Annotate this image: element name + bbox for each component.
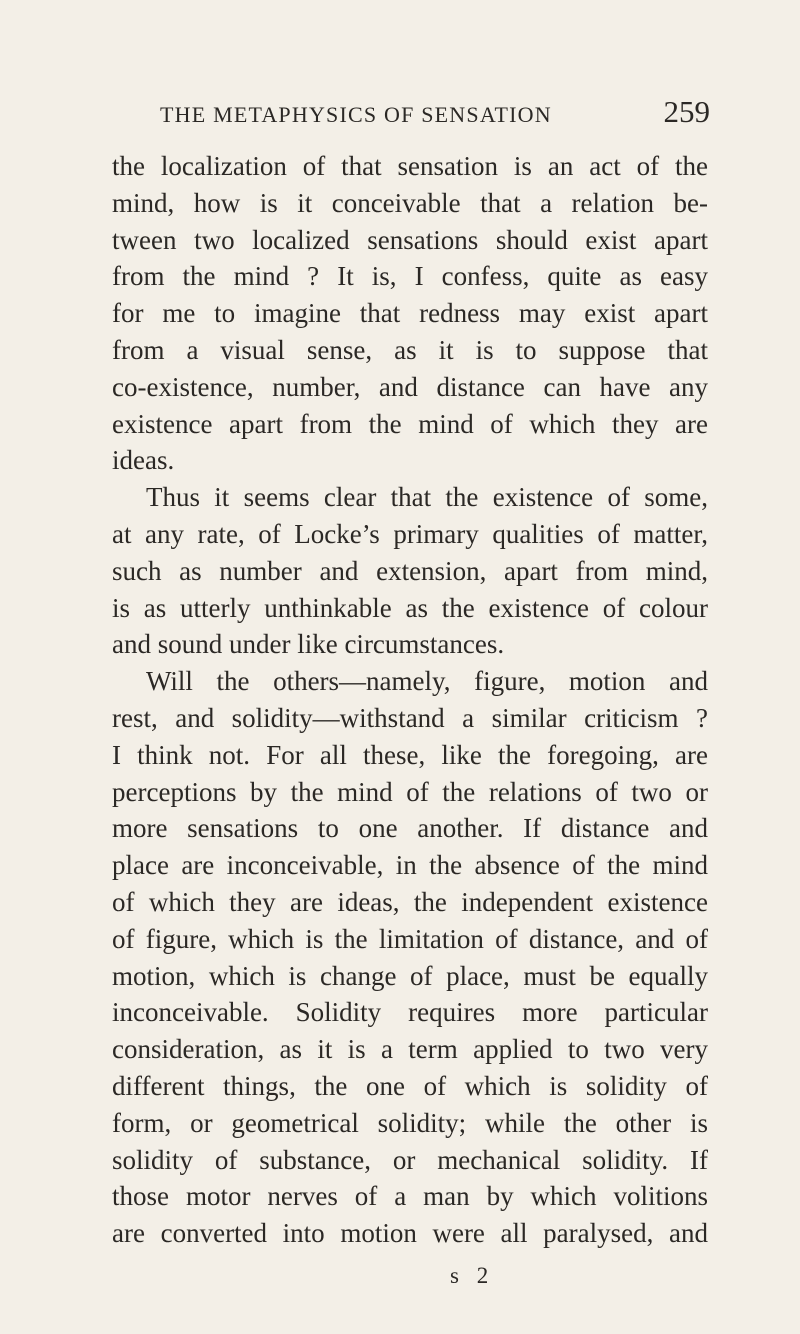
text-line: from a visual sense, as it is to suppose that: [112, 334, 708, 365]
text-line: motion, which is change of place, must be equally: [112, 960, 708, 991]
text-line: inconceivable. Solidity requires more particular: [112, 997, 708, 1028]
text-line: the localization of that sensation is an act of the: [112, 151, 708, 181]
text-line: existence apart from the mind of which they are: [112, 408, 708, 439]
text-line: and sound under like circumstances.: [112, 629, 505, 660]
page-number: 259: [663, 94, 710, 129]
running-head: [160, 94, 710, 140]
text-line: such as number and extension, apart from mind,: [112, 555, 708, 586]
text-line: Will the others—namely, figure, motion and: [146, 666, 708, 697]
text-line: tween two localized sensations should exist apart: [112, 224, 708, 255]
text-line: co-existence, number, and distance can have any: [112, 371, 708, 402]
text-line: at any rate, of Locke’s primary qualities of matter,: [112, 518, 708, 549]
text-line: those motor nerves of a man by which volitions: [112, 1181, 708, 1212]
text-line: form, or geometrical solidity; while the other is: [112, 1107, 708, 1138]
text-line: I think not. For all these, like the foregoing, are: [112, 739, 708, 770]
text-line: solidity of substance, or mechanical solidity. If: [112, 1144, 708, 1175]
signature-mark: s 2: [450, 1263, 495, 1288]
running-title: THE METAPHYSICS OF SENSATION: [160, 102, 552, 127]
text-line: of which they are ideas, the independent existence: [112, 886, 708, 917]
text-line: different things, the one of which is solidity of: [112, 1070, 708, 1101]
body-text: [112, 148, 708, 1258]
text-line: ideas.: [112, 445, 175, 476]
text-line: from the mind ? It is, I confess, quite as easy: [112, 261, 708, 292]
text-line: rest, and solidity—withstand a similar criticism ?: [112, 702, 708, 733]
text-line: Thus it seems clear that the existence of some,: [146, 482, 708, 513]
text-line: perceptions by the mind of the relations of two or: [112, 776, 708, 807]
text-line: mind, how is it conceivable that a relation be-: [112, 187, 708, 218]
text-line: for me to imagine that redness may exist apart: [112, 298, 708, 329]
text-line: consideration, as it is a term applied to two very: [112, 1034, 708, 1065]
text-line: place are inconceivable, in the absence of the mind: [112, 850, 708, 881]
text-line: is as utterly unthinkable as the existence of colour: [112, 592, 708, 623]
text-line: of figure, which is the limitation of distance, and of: [112, 923, 708, 954]
text-line: are converted into motion were all paralysed, and: [112, 1218, 708, 1249]
text-line: more sensations to one another. If distance and: [112, 813, 708, 844]
